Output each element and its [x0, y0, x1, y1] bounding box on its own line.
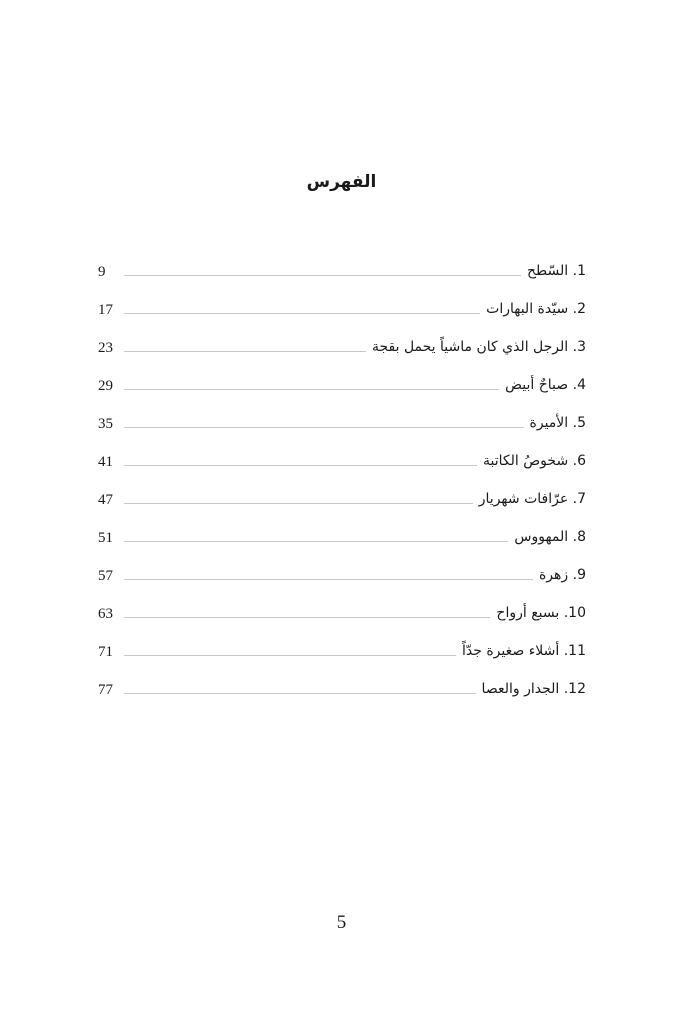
toc-entry[interactable]	[98, 512, 586, 550]
toc-entry-label: 2. سيّدة البهارات	[486, 301, 586, 317]
toc-leader-line	[124, 389, 499, 390]
toc-title: الفهرس	[306, 172, 377, 192]
toc-entry[interactable]	[98, 474, 586, 512]
toc-leader-line	[124, 313, 480, 314]
toc-entry-page: 41	[98, 454, 113, 470]
toc-leader-line	[124, 617, 490, 618]
toc-list	[98, 246, 586, 702]
toc-entry[interactable]	[98, 398, 586, 436]
toc-entry-label: 1. السّطح	[527, 263, 586, 279]
toc-entry[interactable]	[98, 626, 586, 664]
toc-entry-page: 23	[98, 340, 113, 356]
toc-leader-line	[124, 465, 477, 466]
toc-entry-page: 77	[98, 682, 113, 698]
toc-entry[interactable]	[98, 588, 586, 626]
toc-leader-line	[124, 579, 533, 580]
toc-entry[interactable]	[98, 246, 586, 284]
toc-leader-line	[124, 541, 508, 542]
toc-entry-label: 11. أشلاء صغيرة جدّاً	[461, 643, 586, 659]
toc-leader-line	[124, 275, 521, 276]
toc-entry-label: 4. صباحٌ أبيض	[505, 377, 586, 393]
toc-entry-page: 63	[98, 606, 113, 622]
toc-leader-line	[124, 427, 524, 428]
toc-entry-label: 10. بسبع أرواح	[496, 605, 586, 621]
toc-entry-page: 35	[98, 416, 113, 432]
toc-entry-label: 3. الرجل الذي كان ماشياً يحمل بقجة	[371, 339, 586, 355]
toc-leader-line	[124, 693, 476, 694]
toc-entry[interactable]	[98, 664, 586, 702]
toc-entry-page: 47	[98, 492, 113, 508]
toc-leader-line	[124, 503, 473, 504]
toc-entry-page: 9	[98, 264, 106, 280]
toc-entry[interactable]	[98, 436, 586, 474]
toc-entry[interactable]	[98, 322, 586, 360]
page-number: 5	[336, 912, 347, 933]
toc-entry-label: 9. زهرة	[538, 567, 586, 583]
toc-entry-page: 17	[98, 302, 113, 318]
toc-entry-page: 29	[98, 378, 113, 394]
toc-entry[interactable]	[98, 284, 586, 322]
toc-entry-page: 71	[98, 644, 113, 660]
toc-entry-label: 12. الجدار والعصا	[481, 681, 586, 697]
toc-leader-line	[124, 655, 456, 656]
toc-entry-label: 5. الأميرة	[529, 415, 586, 431]
toc-entry-page: 57	[98, 568, 113, 584]
toc-entry[interactable]	[98, 360, 586, 398]
toc-entry-page: 51	[98, 530, 113, 546]
toc-entry-label: 8. المهووس	[514, 529, 586, 545]
toc-entry-label: 6. شخوصُ الكاتبة	[483, 453, 586, 469]
toc-entry[interactable]	[98, 550, 586, 588]
toc-entry-label: 7. عرّافات شهريار	[478, 491, 586, 507]
toc-leader-line	[124, 351, 366, 352]
